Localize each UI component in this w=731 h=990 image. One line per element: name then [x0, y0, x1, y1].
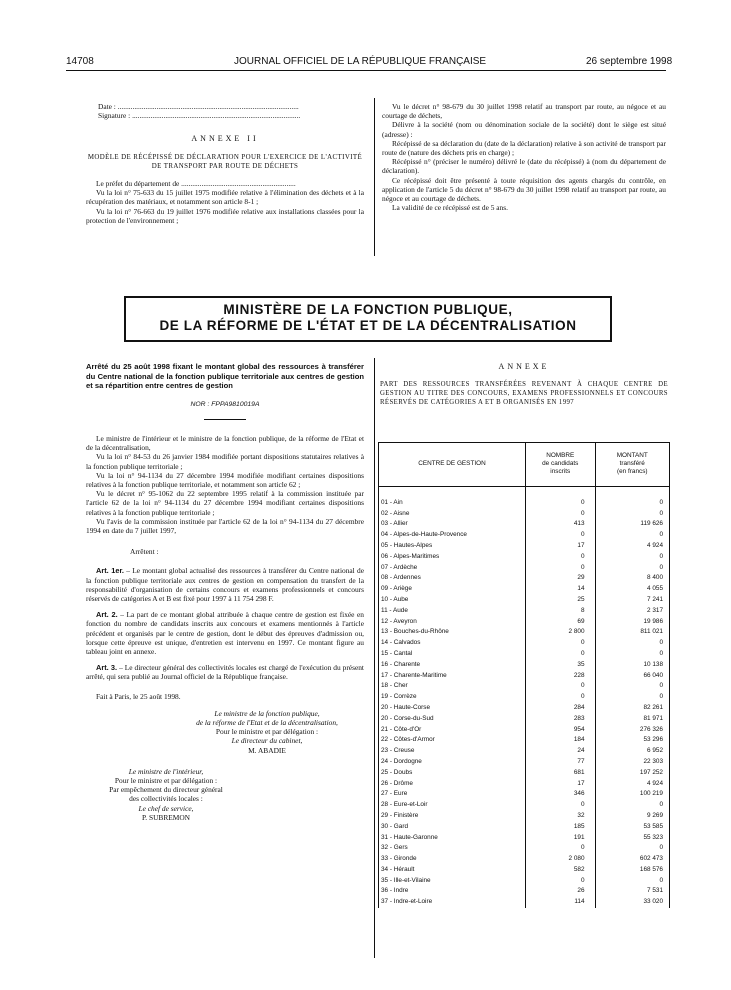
table-row: [379, 843, 670, 854]
candidats-cell: 0: [525, 843, 595, 854]
montant-cell: 602 473: [595, 854, 669, 865]
table-row: [379, 660, 670, 671]
centre-cell: 11 - Aude: [379, 606, 526, 617]
arrete-intro: Le ministre de l'intérieur et le ministre de la fonction publique, de la réforme de l'Etat et de la décentralisation,: [86, 433, 364, 453]
montant-cell: 2 317: [595, 606, 669, 617]
ministry-banner-line1: MINISTÈRE DE LA FONCTION PUBLIQUE,: [223, 302, 513, 317]
candidats-cell: 0: [525, 649, 595, 660]
table-row: [379, 617, 670, 628]
table-row: [379, 800, 670, 811]
montant-cell: 197 252: [595, 768, 669, 779]
centre-cell: 31 - Haute-Garonne: [379, 833, 526, 844]
montant-cell: 6 952: [595, 746, 669, 757]
table-header: [379, 442, 670, 487]
centre-cell: 30 - Gard: [379, 822, 526, 833]
title-separator: [204, 419, 246, 420]
centre-cell: 32 - Gers: [379, 843, 526, 854]
centre-cell: 35 - Ille-et-Vilaine: [379, 876, 526, 887]
montant-cell: 10 138: [595, 660, 669, 671]
candidats-cell: 283: [525, 714, 595, 725]
table-row: [379, 509, 670, 520]
candidats-cell: 26: [525, 886, 595, 897]
signature-block-fonction-publique: Le ministre de la fonction publique, de la réforme de l'Etat et de la décentralisation, Pour le ministre et par délégation : Le directeur du cabinet, M. ABADIE: [86, 709, 364, 755]
centre-cell: 16 - Charente: [379, 660, 526, 671]
arrete-section: [86, 362, 364, 822]
centre-cell: 12 - Aveyron: [379, 617, 526, 628]
visa-law-76-663: Vu la loi n° 76-663 du 19 juillet 1976 modifiée relative aux installations classées pour la protection de l'environnement ;: [86, 206, 364, 225]
table-row: [379, 735, 670, 746]
table-row: [379, 822, 670, 833]
montant-cell: 66 040: [595, 671, 669, 682]
montant-cell: 811 021: [595, 627, 669, 638]
issue-date: 26 septembre 1998: [586, 56, 673, 67]
candidats-cell: 24: [525, 746, 595, 757]
annex-ii-title: ANNEXE II: [191, 134, 259, 144]
arretent: Arrêtent :: [130, 547, 159, 557]
table-row: [379, 779, 670, 790]
column-divider-top: [374, 98, 375, 256]
control-paragraph: Ce récépissé doit être présenté à toute réquisition des agents chargés du contrôle, en application de l'article 5 du décret n° 98-679 du 30 juillet 1998 relatif au transport par route, au négoce et au courtage de déchets.: [382, 175, 666, 204]
montant-cell: 82 261: [595, 703, 669, 714]
table-row: [379, 854, 670, 865]
centre-cell: 19 - Corrèze: [379, 692, 526, 703]
candidats-cell: 284: [525, 703, 595, 714]
col-candidats-header: NOMBRE de candidats inscrits: [525, 442, 595, 487]
montant-cell: 0: [595, 498, 669, 509]
header-rule: [66, 70, 666, 71]
model-title: MODÈLE DE RÉCÉPISSÉ DE DÉCLARATION POUR L'EXERCICE DE L'ACTIVITÉ DE TRANSPORT PAR ROUTE DE DÉCHETS: [87, 153, 363, 170]
candidats-cell: 8: [525, 606, 595, 617]
montant-cell: 0: [595, 681, 669, 692]
table-row: [379, 627, 670, 638]
montant-cell: 9 269: [595, 811, 669, 822]
montant-cell: 0: [595, 843, 669, 854]
centre-cell: 04 - Alpes-de-Haute-Provence: [379, 530, 526, 541]
montant-cell: 0: [595, 876, 669, 887]
receipt-text: [382, 102, 666, 212]
montant-cell: 0: [595, 552, 669, 563]
candidats-cell: 0: [525, 530, 595, 541]
montant-cell: 168 576: [595, 865, 669, 876]
centre-cell: 17 - Charente-Maritime: [379, 671, 526, 682]
candidats-cell: 681: [525, 768, 595, 779]
col-centre-header: CENTRE DE GESTION: [379, 442, 526, 487]
centre-cell: 23 - Creuse: [379, 746, 526, 757]
centre-cell: 10 - Aube: [379, 595, 526, 606]
col-montant-header: MONTANT transféré (en francs): [595, 442, 669, 487]
montant-cell: 4 924: [595, 541, 669, 552]
montant-cell: 0: [595, 649, 669, 660]
montant-cell: 55 323: [595, 833, 669, 844]
montant-cell: 0: [595, 638, 669, 649]
ministry-banner-line2: DE LA RÉFORME DE L'ÉTAT ET DE LA DÉCENTRALISATION: [159, 318, 577, 333]
page-number: 14708: [66, 56, 94, 67]
montant-cell: 4 055: [595, 584, 669, 595]
table-row: [379, 703, 670, 714]
visa-commission-opinion: Vu l'avis de la commission instituée par l'article 62 de la loi n° 94-1134 du 27 décembre 1994 en date du 7 juillet 1997,: [86, 516, 364, 536]
centre-cell: 37 - Indre-et-Loire: [379, 897, 526, 908]
table-row: [379, 530, 670, 541]
centre-cell: 06 - Alpes-Maritimes: [379, 552, 526, 563]
candidats-cell: 2 080: [525, 854, 595, 865]
centre-cell: 02 - Aisne: [379, 509, 526, 520]
table-row: [379, 746, 670, 757]
article-1: Art. 1er. – Le montant global actualisé des ressources à transférer du Centre national de la fonction publique territoriale aux centres de gestion en compensation du transfert de la responsabilité d'organisation de certains concours et examens professionnels et concours réservés de catégories A et B est fixé pour 1997 à 11 754 298 F.: [86, 566, 365, 604]
candidats-cell: 77: [525, 757, 595, 768]
candidats-cell: 191: [525, 833, 595, 844]
montant-cell: 53 296: [595, 735, 669, 746]
signatory-subremon: P. SUBREMON: [141, 812, 191, 822]
visa-law-75-633: Vu la loi n° 75-633 du 15 juillet 1975 modifiée relative à l'élimination des déchets et à la récupération des matériaux, et notamment son article 8-1 ;: [86, 188, 364, 207]
montant-cell: 19 986: [595, 617, 669, 628]
candidats-cell: 17: [525, 779, 595, 790]
montant-cell: 4 924: [595, 779, 669, 790]
article-2: Art. 2. – La part de ce montant global attribuée à chaque centre de gestion est fixée en fonction du nombre de candidats inscrits aux concours et examens mentionnés à l'article précédent et organisés par le centre de gestion, dont le début des épreuves d'admission ou, lorsque cette épreuve est unique, d'entretien est intervenu en 1997. Ce montant figure au tableau joint en annexe.: [86, 610, 364, 657]
centre-cell: 24 - Dordogne: [379, 757, 526, 768]
centre-cell: 20 - Haute-Corse: [379, 703, 526, 714]
centre-cell: 36 - Indre: [379, 886, 526, 897]
table-row: [379, 552, 670, 563]
centre-cell: 22 - Côtes-d'Armor: [379, 735, 526, 746]
candidats-cell: 0: [525, 498, 595, 509]
candidats-cell: 17: [525, 541, 595, 552]
candidats-cell: 582: [525, 865, 595, 876]
candidats-cell: 184: [525, 735, 595, 746]
article-3: Art. 3. – Le directeur général des collectivités locales est chargé de l'exécution du présent arrêté, qui sera publié au Journal officiel de la République française.: [86, 663, 364, 682]
centre-cell: 33 - Gironde: [379, 854, 526, 865]
montant-cell: 7 531: [595, 886, 669, 897]
visa-law-94-1134: Vu la loi n° 94-1134 du 27 décembre 1994 modifiée modifiant certaines dispositions relatives à la fonction publique territoriale, et notamment son article 62 ;: [86, 470, 364, 489]
table-row: [379, 876, 670, 887]
candidats-cell: 0: [525, 509, 595, 520]
candidats-cell: 0: [525, 876, 595, 887]
montant-cell: 119 626: [595, 519, 669, 530]
table-row: [379, 897, 670, 908]
table-row: [379, 584, 670, 595]
montant-cell: 22 303: [595, 757, 669, 768]
montant-cell: 100 219: [595, 789, 669, 800]
visa-decree-98-679: Vu le décret n° 98-679 du 30 juillet 1998 relatif au transport par route, au négoce et au courtage de déchets,: [382, 102, 666, 121]
centre-cell: 28 - Eure-et-Loir: [379, 800, 526, 811]
table-row: [379, 649, 670, 660]
montant-cell: 81 971: [595, 714, 669, 725]
table-row: [379, 519, 670, 530]
candidats-cell: 0: [525, 800, 595, 811]
signatory-abadie: M. ABADIE: [248, 745, 286, 755]
allocation-table: [378, 442, 670, 908]
candidats-cell: 954: [525, 725, 595, 736]
table-row: [379, 595, 670, 606]
visa-law-84-53: Vu la loi n° 84-53 du 26 janvier 1984 modifiée portant dispositions statutaires relatives à la fonction publique territoriale ;: [86, 452, 364, 471]
centre-cell: 14 - Calvados: [379, 638, 526, 649]
montant-cell: 0: [595, 563, 669, 574]
candidats-cell: 413: [525, 519, 595, 530]
table-row: [379, 541, 670, 552]
candidats-cell: 69: [525, 617, 595, 628]
table-row: [379, 865, 670, 876]
table-row: [379, 768, 670, 779]
candidats-cell: 0: [525, 552, 595, 563]
montant-cell: 33 020: [595, 897, 669, 908]
candidats-cell: 29: [525, 573, 595, 584]
table-row: [379, 714, 670, 725]
candidats-cell: 114: [525, 897, 595, 908]
annexe-subtitle: PART DES RESSOURCES TRANSFÉRÉES REVENANT À CHAQUE CENTRE DE GESTION AU TITRE DES CONCOURS, EXAMENS PROFESSIONNELS ET CONCOURS RÉSERVÉS DE CATÉGORIES A ET B ORGANISÉS EN 1997: [380, 381, 668, 406]
table-body: [379, 487, 670, 909]
annexe-section: [380, 362, 668, 408]
centre-cell: 09 - Ariège: [379, 584, 526, 595]
table-row: [379, 573, 670, 584]
centre-cell: 34 - Hérault: [379, 865, 526, 876]
receipt-number: Récépissé n° (préciser le numéro) délivré le (date du récépissé) à (nom du département de déclaration).: [382, 157, 666, 176]
done-at-paris: Fait à Paris, le 25 août 1998.: [96, 691, 181, 701]
table-row: [379, 692, 670, 703]
table-row: [379, 498, 670, 509]
candidats-cell: 2 800: [525, 627, 595, 638]
candidats-cell: 25: [525, 595, 595, 606]
table-row: [379, 671, 670, 682]
table-row: [379, 833, 670, 844]
candidats-cell: 0: [525, 692, 595, 703]
table-row: [379, 638, 670, 649]
table-row: [379, 789, 670, 800]
column-divider-bottom: [374, 358, 375, 958]
table-row: [379, 811, 670, 822]
table-row: [379, 757, 670, 768]
montant-cell: 7 241: [595, 595, 669, 606]
candidats-cell: 228: [525, 671, 595, 682]
date-line: Date : ..................................................................................................: [98, 102, 299, 111]
candidats-cell: 346: [525, 789, 595, 800]
candidats-cell: 0: [525, 638, 595, 649]
candidats-cell: 35: [525, 660, 595, 671]
signature-block-interieur: Le ministre de l'intérieur, Pour le ministre et par délégation : Par empêchement du directeur général des collectivités locales : Le chef de service, P. SUBREMON: [86, 767, 246, 822]
nor-reference: NOR : FPPA9810019A: [190, 400, 260, 408]
table-row: [379, 681, 670, 692]
candidats-cell: 185: [525, 822, 595, 833]
centre-cell: 01 - Ain: [379, 498, 526, 509]
annexe-title: ANNEXE: [498, 362, 550, 371]
signature-line: Signature : ...........................................................................................: [98, 111, 301, 121]
montant-cell: 0: [595, 692, 669, 703]
montant-cell: 276 326: [595, 725, 669, 736]
montant-cell: 0: [595, 530, 669, 541]
table-row: [379, 886, 670, 897]
centre-cell: 05 - Hautes-Alpes: [379, 541, 526, 552]
arrete-title: Arrêté du 25 août 1998 fixant le montant global des ressources à transférer du Centre national de la fonction publique territoriale aux centres de gestion et sa répartition entre centres de gestion: [86, 362, 364, 391]
ministry-banner: [124, 296, 612, 342]
centre-cell: 29 - Finistère: [379, 811, 526, 822]
candidats-cell: 0: [525, 681, 595, 692]
centre-cell: 27 - Eure: [379, 789, 526, 800]
montant-cell: 8 400: [595, 573, 669, 584]
centre-cell: 13 - Bouches-du-Rhône: [379, 627, 526, 638]
centre-cell: 26 - Drôme: [379, 779, 526, 790]
centre-cell: 18 - Cher: [379, 681, 526, 692]
montant-cell: 53 585: [595, 822, 669, 833]
centre-cell: 25 - Doubs: [379, 768, 526, 779]
centre-cell: 07 - Ardèche: [379, 563, 526, 574]
candidats-cell: 14: [525, 584, 595, 595]
centre-cell: 03 - Allier: [379, 519, 526, 530]
table-row: [379, 725, 670, 736]
journal-title: JOURNAL OFFICIEL DE LA RÉPUBLIQUE FRANÇAISE: [234, 56, 487, 67]
centre-cell: 08 - Ardennes: [379, 573, 526, 584]
table-spacer-row: [379, 487, 670, 498]
montant-cell: 0: [595, 800, 669, 811]
montant-cell: 0: [595, 509, 669, 520]
table-row: [379, 606, 670, 617]
centre-cell: 21 - Côte-d'Or: [379, 725, 526, 736]
annex-ii-section: [86, 102, 364, 225]
centre-cell: 15 - Cantal: [379, 649, 526, 660]
delivery-paragraph: Délivre à la société (nom ou dénomination sociale de la société) dont le siège est situé (adresse) :: [382, 120, 666, 139]
centre-cell: 20 - Corse-du-Sud: [379, 714, 526, 725]
prefect-line: Le préfet du département de ..............................................................: [96, 179, 296, 189]
visa-decree-95-1062: Vu le décret n° 95-1062 du 22 septembre 1995 relatif à la commission instituée par l'article 62 de la loi n° 94-1134 du 27 décembre 1994 modifiant certaines dispositions relatives à la fonction publique territoriale ;: [86, 489, 364, 517]
table-row: [379, 563, 670, 574]
validity-paragraph: La validité de ce récépissé est de 5 ans.: [392, 203, 508, 213]
candidats-cell: 0: [525, 563, 595, 574]
candidats-cell: 32: [525, 811, 595, 822]
receipt-declaration: Récépissé de sa déclaration du (date de la déclaration) relative à son activité de transport par route de (nature des déchets pris en charge) ;: [382, 138, 666, 158]
